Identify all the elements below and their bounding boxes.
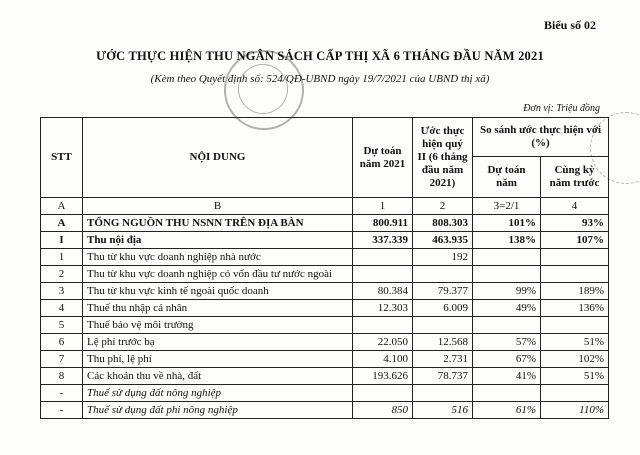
row-stt: A — [41, 215, 83, 232]
row-stt: - — [41, 402, 83, 419]
row-name: Thu phí, lệ phí — [83, 351, 353, 368]
row-q2: 6.009 — [413, 300, 473, 317]
row-pct-same — [541, 249, 609, 266]
row-stt: 6 — [41, 334, 83, 351]
table-row — [41, 317, 609, 334]
row-name: Thuế thu nhập cá nhân — [83, 300, 353, 317]
row-name: Các khoản thu về nhà, đất — [83, 368, 353, 385]
form-number: Biểu số 02 — [543, 18, 596, 32]
row-q2: 808.303 — [413, 215, 473, 232]
row-estimate: 193.626 — [353, 368, 413, 385]
row-pct-same: 51% — [541, 368, 609, 385]
row-pct-same: 136% — [541, 300, 609, 317]
row-stt: 5 — [41, 317, 83, 334]
row-name: Thu từ khu vực kinh tế ngoài quốc doanh — [83, 283, 353, 300]
document-subtitle: (Kèm theo Quyết định số: 524/QĐ-UBND ngày 19/7/2021 của UBND thị xã) — [150, 73, 490, 85]
table-row — [41, 368, 609, 385]
row-pct-same — [541, 266, 609, 283]
row-pct-same: 102% — [541, 351, 609, 368]
table-row — [41, 402, 609, 419]
row-name: Thu nội địa — [83, 232, 353, 249]
row-name: TỔNG NGUỒN THU NSNN TRÊN ĐỊA BÀN — [83, 215, 353, 232]
row-name: Thu từ khu vực doanh nghiệp có vốn đầu tư nước ngoài — [83, 266, 353, 283]
row-q2 — [413, 385, 473, 402]
row-q2 — [413, 317, 473, 334]
row-stt: 2 — [41, 266, 83, 283]
row-name: Thuế sử dụng đất nông nghiệp — [83, 385, 353, 402]
row-stt: I — [41, 232, 83, 249]
row-stt: 8 — [41, 368, 83, 385]
row-q2: 2.731 — [413, 351, 473, 368]
row-stt: 4 — [41, 300, 83, 317]
row-estimate: 337.339 — [353, 232, 413, 249]
index-cell: 3=2/1 — [473, 198, 541, 215]
row-pct-estimate — [473, 385, 541, 402]
index-cell: 4 — [541, 198, 609, 215]
table-row — [41, 283, 609, 300]
row-pct-same: 110% — [541, 402, 609, 419]
row-q2 — [413, 266, 473, 283]
row-pct-estimate — [473, 249, 541, 266]
row-pct-same: 51% — [541, 334, 609, 351]
row-estimate: 4.100 — [353, 351, 413, 368]
index-cell: 1 — [353, 198, 413, 215]
table-row — [41, 385, 609, 402]
index-cell: A — [41, 198, 83, 215]
row-pct-estimate: 49% — [473, 300, 541, 317]
row-estimate: 80.384 — [353, 283, 413, 300]
index-cell: B — [83, 198, 353, 215]
unit-label: Đơn vị: Triệu đồng — [523, 103, 600, 114]
table-row — [41, 215, 609, 232]
index-cell: 2 — [413, 198, 473, 215]
row-estimate: 850 — [353, 402, 413, 419]
row-pct-estimate: 101% — [473, 215, 541, 232]
row-estimate — [353, 266, 413, 283]
header-cmp-estimate: Dự toán năm — [473, 157, 541, 198]
row-pct-estimate: 61% — [473, 402, 541, 419]
row-name: Thuế bảo vệ môi trường — [83, 317, 353, 334]
row-pct-estimate — [473, 266, 541, 283]
row-pct-estimate: 67% — [473, 351, 541, 368]
header-cmp-same: Cùng kỳ năm trước — [541, 157, 609, 198]
row-stt: 1 — [41, 249, 83, 266]
row-stt: 7 — [41, 351, 83, 368]
row-pct-estimate: 99% — [473, 283, 541, 300]
row-q2: 516 — [413, 402, 473, 419]
table-row — [41, 232, 609, 249]
row-name: Lệ phí trước bạ — [83, 334, 353, 351]
row-pct-same: 189% — [541, 283, 609, 300]
table-row — [41, 351, 609, 368]
row-q2: 192 — [413, 249, 473, 266]
row-q2: 12.568 — [413, 334, 473, 351]
row-pct-estimate: 138% — [473, 232, 541, 249]
row-estimate — [353, 317, 413, 334]
row-pct-estimate: 41% — [473, 368, 541, 385]
row-estimate: 12.303 — [353, 300, 413, 317]
row-pct-estimate: 57% — [473, 334, 541, 351]
row-name: Thuế sử dụng đất phi nông nghiệp — [83, 402, 353, 419]
budget-table — [40, 117, 609, 419]
table-row — [41, 266, 609, 283]
row-name: Thu từ khu vực doanh nghiệp nhà nước — [83, 249, 353, 266]
row-q2: 79.377 — [413, 283, 473, 300]
header-compare: So sánh ước thực hiện với (%) — [473, 118, 609, 157]
row-estimate: 22.050 — [353, 334, 413, 351]
row-estimate — [353, 249, 413, 266]
index-row — [41, 198, 609, 215]
row-q2: 463.935 — [413, 232, 473, 249]
row-pct-same: 107% — [541, 232, 609, 249]
row-pct-same: 93% — [541, 215, 609, 232]
header-q2: Ước thực hiện quý II (6 tháng đầu năm 2021) — [413, 118, 473, 198]
row-stt: - — [41, 385, 83, 402]
header-content: NỘI DUNG — [83, 118, 353, 198]
row-stt: 3 — [41, 283, 83, 300]
table-row — [41, 300, 609, 317]
header-estimate: Dự toán năm 2021 — [353, 118, 413, 198]
row-q2: 78.737 — [413, 368, 473, 385]
table-row — [41, 249, 609, 266]
row-pct-estimate — [473, 317, 541, 334]
table-row — [41, 334, 609, 351]
row-pct-same — [541, 317, 609, 334]
row-pct-same — [541, 385, 609, 402]
document-title: ƯỚC THỰC HIỆN THU NGÂN SÁCH CẤP THỊ XÃ 6 THÁNG ĐẦU NĂM 2021 — [96, 49, 544, 63]
row-estimate — [353, 385, 413, 402]
header-stt: STT — [41, 118, 83, 198]
row-estimate: 800.911 — [353, 215, 413, 232]
